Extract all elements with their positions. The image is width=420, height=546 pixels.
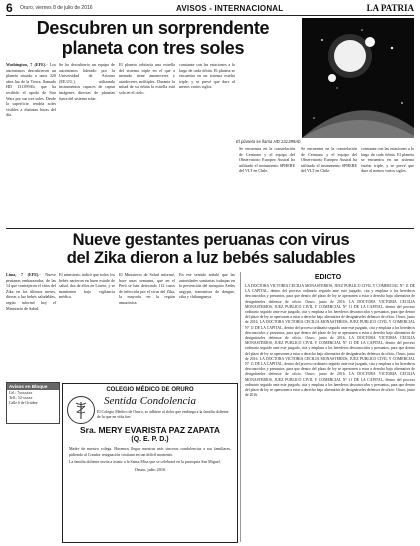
edict-body: LA DOCTORA VICTORIA CECILIA MONASTERIOS, JUEZ PUBLICO CIVIL Y COMERCIAL N° 11 DE LA CAPITAL, dentro del proceso ordinario seguido ante este juzgado, cita y emplaza a los herederos desconocidos y presuntos, para que dentro del plazo de ley se apersonen a estar a derecho bajo alternativa de designárseles defensor de oficio. Oruro, junio de 2016. LA DOCTORA VICTORIA CECILIA MONASTERIOS, JUEZ PUBLICO CIVIL Y COMERCIAL N° 11 DE LA CAPITAL, dentro del proceso ordinario seguido ante este juzgado, cita y emplaza a los herederos desconocidos y presuntos, para que dentro del plazo de ley se apersonen a estar a derecho bajo alternativa de designárseles defensor de oficio. Oruro, junio de 2016. LA DOCTORA VICTORIA CECILIA MONASTERIOS, JUEZ PUBLICO CIVIL Y COMERCIAL N° 11 DE LA CAPITAL, dentro del proceso ordinario seguido ante este juzgado, cita y emplaza a los herederos desconocidos y presuntos, para que dentro del plazo de ley se apersonen a estar a derecho bajo alternativa de designárseles defensor de oficio. Oruro, junio de 2016. LA DOCTORA VICTORIA CECILIA MONASTERIOS, JUEZ PUBLICO CIVIL Y COMERCIAL N° 11 DE LA CAPITAL, dentro del proceso ordinario seguido ante este juzgado, cita y emplaza a los herederos desconocidos y presuntos, para que dentro del plazo de ley se apersonen a estar a derecho bajo alternativa de designárseles defensor de oficio. Oruro, junio de 2016. LA DOCTORA VICTORIA CECILIA MONASTERIOS, JUEZ PUBLICO CIVIL Y COMERCIAL N° 11 DE LA CAPITAL, dentro del proceso ordinario seguido ante este juzgado, cita y emplaza a los herederos desconocidos y presuntos, para que dentro del plazo de ley se apersonen a estar a derecho bajo alternativa de designárseles defensor de oficio. Oruro, junio de 2016. LA DOCTORA VICTORIA CECILIA MONASTERIOS, JUEZ PUBLICO CIVIL Y COMERCIAL N° 11 DE LA CAPITAL, dentro del proceso ordinario seguido ante este juzgado, cita y emplaza a los herederos desconocidos y presuntos, para que dentro del plazo de ley se apersonen a estar a derecho bajo alternativa de designárseles defensor de oficio. Oruro, junio de 2016. [245,284,415,398]
caduceus-icon [68,397,94,423]
story2-headline: Nueve gestantes peruanas con virus del Zika dieron a luz bebés saludables [66,231,356,268]
deceased-name: Sra. MERY EVARISTA PAZ ZAPATA [80,425,220,436]
avisos-box-title: Avisos en Bloque [7,383,59,390]
section-title: AVISOS - INTERNACIONAL [176,4,284,13]
story1-column-6: Se encuentra en la constelación de Centauro y el equipo del Observatorio Europeo Austral ha utilizado el instrumento SPHERE del VLT en Chile. [301,146,357,174]
story-divider [6,228,414,229]
story2-dateline: Lima, 7 (EFE).- [6,272,41,277]
photo-caption: El planeta se llama HD 131399Ab [236,139,301,144]
condolence-org: COLEGIO MÉDICO DE ORURO [106,387,194,393]
issue-date: Oruro, viernes 8 de julio de 2016 [20,5,93,11]
story1-column-3: El planeta orbitaría una estrella del sistema triple en el que a menudo tiene amaneceres y atardeceres múltiples. Durante la mitad de su órbita la estrella está sola en el cielo. [119,62,175,95]
condolence-body-2: La familia doliente invita a asistir a la Santa Misa que se celebrará en la parroquia San Miguel. [69,458,221,464]
story1-column-5: Se encuentra en la constelación de Centauro y el equipo del Observatorio Europeo Austral ha utilizado el instrumento SPHERE del VLT en Chile. [239,146,295,174]
story1-dateline: Washington, 7 (EFE).- [6,62,48,67]
story2-column-3: El Ministerio de Salud informó, hace unas semanas, que en el Perú se han detectado 112 casos de infección por el virus del Zika, la mayoría en la región amazónica. [119,272,175,305]
avisos-box-body: Cel.: 7xxxxxxx Telf.: 52-xxxxx Calle 6 de Octubre [9,391,38,405]
edict-box [240,272,415,542]
avisos-box [6,382,60,424]
condolence-intro: El Colegio Médico de Oruro, se adhiere al dolor que embarga a la familia doliente de la que en vida fue: [97,409,229,420]
story2-column-4: En ese sentido señaló que las autoridades sanitarias trabajan en la prevención del mosquito Aedes aegypti, transmisor de dengue, zika y chikungunya. [179,272,235,300]
condolence-signature: Oruro, julio 2016 [134,467,166,473]
planet-image [302,18,414,138]
story2-column-1: Lima, 7 (EFE).- Nueve peruanas embarazadas, de las 14 que contrajeron el virus del Zika en los últimos meses, dieron a luz bebés saludables, según informó hoy el Ministerio de Salud. [6,272,56,311]
planet-photo [302,18,414,138]
colegio-medico-seal [67,396,95,424]
story1-column-4: constante con las estaciones a lo largo de cada órbita. El planeta se encuentra en un sistema estelar triple, y se prevé que dure al menos varios siglos. [179,62,235,90]
page-number: 6 [6,1,13,15]
story1-headline: Descubren un sorprendente planeta con tres soles [36,18,270,58]
condolence-title: Sentida Condolencia [104,395,196,407]
page-header [6,3,414,16]
story1-column-1: Washington, 7 (EFE).- Los astrónomos descubrieron un planeta situado a unos 320 años luz de la Tierra, llamado HD 131399Ab, que ha recibido el apodo de Star Wars por sus tres soles. Desde la superficie, tendría soles visibles a distintas horas del día. [6,62,56,118]
condolence-ad [62,383,238,543]
story2-column-2: El ministerio indicó que todos los bebés nacieron en buen estado de salud, dos de ellos en Loreto, y se mantienen bajo vigilancia médica. [59,272,115,300]
story1-column-7: constante con las estaciones a lo largo de cada órbita. El planeta se encuentra en un sistema estelar triple, y se prevé que dure al menos varios siglos. [361,146,414,174]
rip-label: (Q. E. P. D.) [131,436,169,444]
masthead: LA PATRIA [366,3,414,13]
condolence-body: Madre de nuestro colega. Hacemos llegar nuestras más sinceras condolencias a sus familiares, pidiendo al Creador resignación cristiana en tan difícil momento. [69,446,231,457]
edict-title: EDICTO [314,274,342,281]
story1-column-2: Se ha descubierto un equipo de astrónomos liderado por la Universidad de Arizona (EE.UU.), utilizando instrumentos capaces de captar imágenes directas de planetas fuera del sistema solar. [59,62,115,101]
